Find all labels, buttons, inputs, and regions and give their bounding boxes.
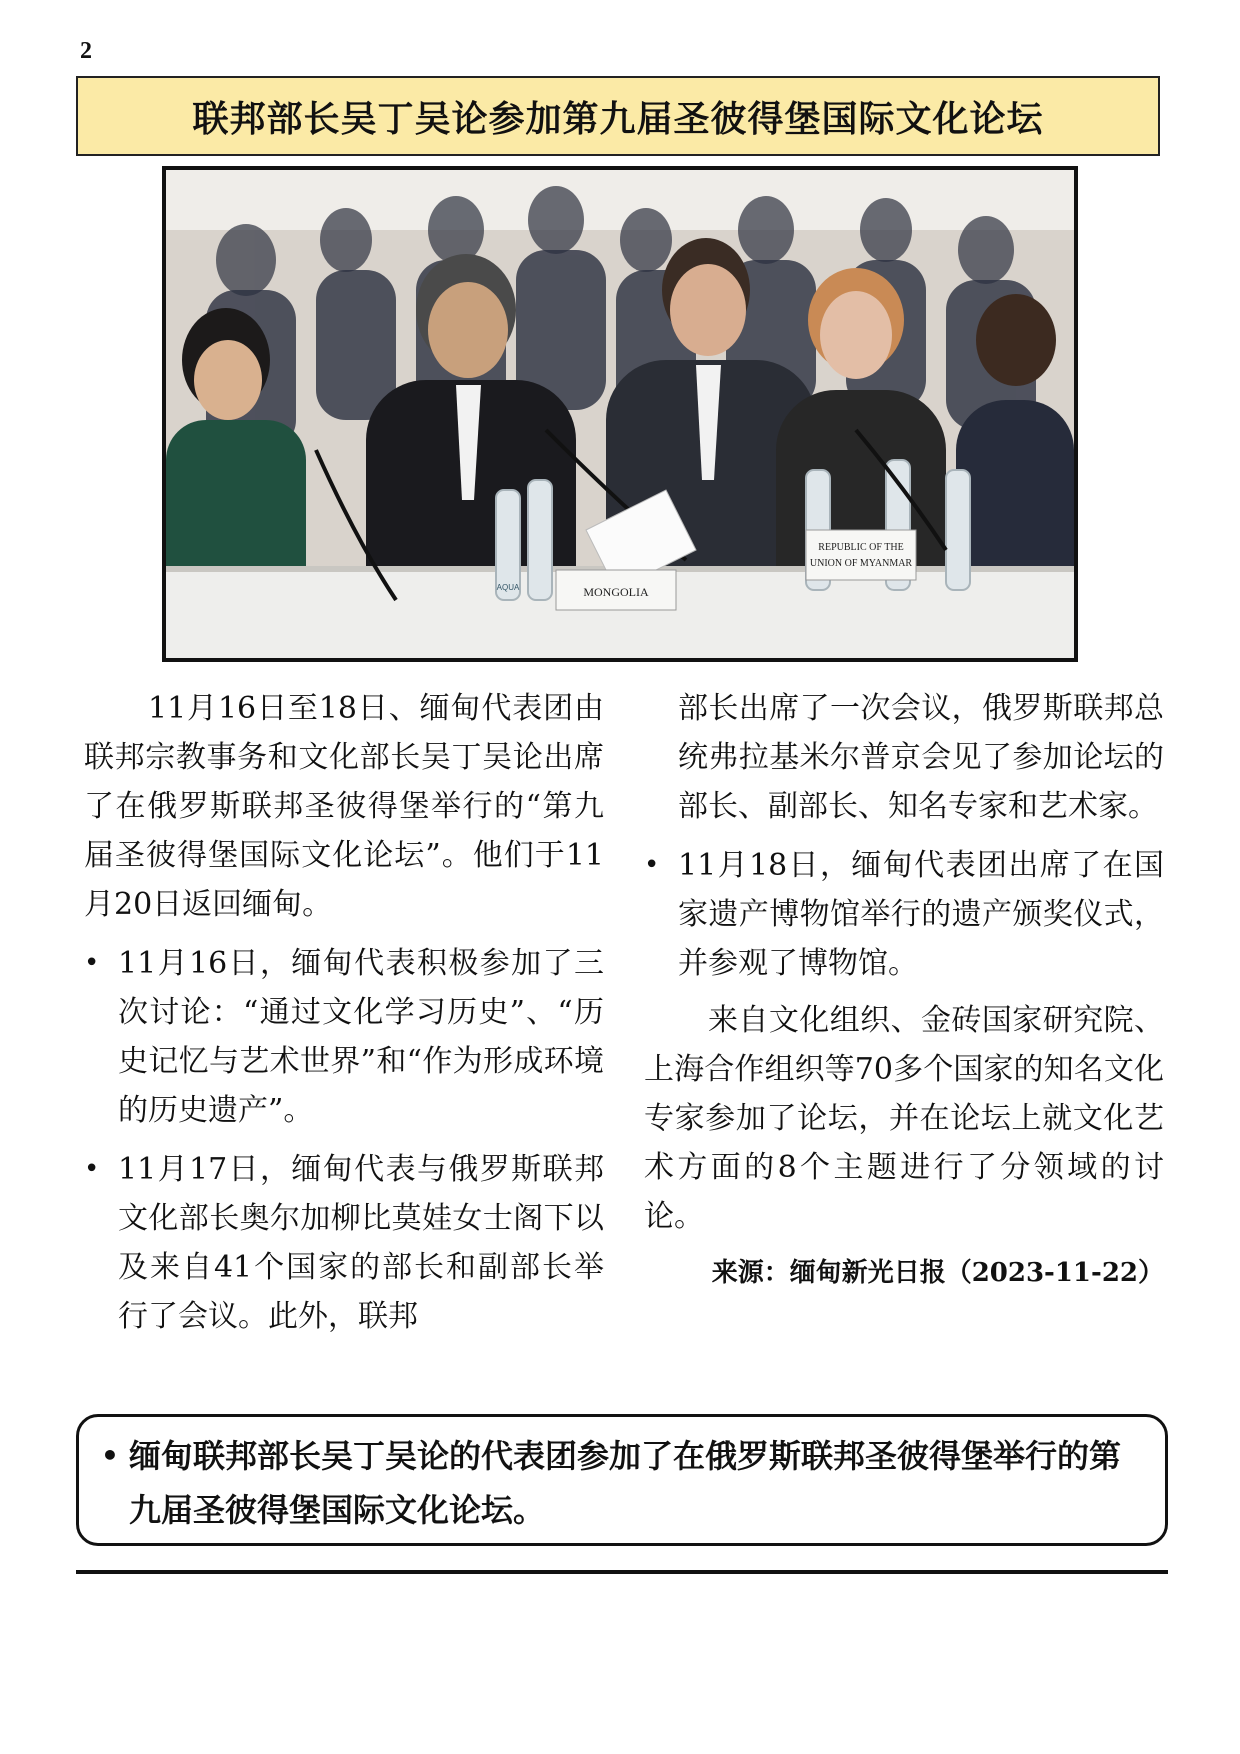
source-citation: 来源：缅甸新光日报（2023-11-22） [711,1258,1164,1288]
page-number: 2 [80,38,92,64]
article-column-left [84,684,604,1349]
conference-photo [162,166,1078,662]
summary-text: 缅甸联邦部长吴丁吴论的代表团参加了在俄罗斯联邦圣彼得堡举行的第九届圣彼得堡国际文化论坛。 [129,1437,1122,1529]
headline: 联邦部长吴丁吴论参加第九届圣彼得堡国际文化论坛 [192,98,1044,140]
placard-mongolia: MONGOLIA [583,585,649,599]
summary-box [76,1414,1168,1546]
article-intro: 11月16日至18日、缅甸代表团由联邦宗教事务和文化部长吴丁吴论出席了在俄罗斯联邦圣彼得堡举行的“第九届圣彼得堡国际文化论坛”。他们于11月20日返回缅甸。 [84,691,604,922]
event-item-nov17-continued: 部长出席了一次会议，俄罗斯联邦总统弗拉基米尔普京会见了参加论坛的部长、副部长、知名专家和艺术家。 [678,691,1164,824]
event-item-nov16: • 11月16日，缅甸代表积极参加了三次讨论：“通过文化学习历史”、“历史记忆与艺术世界”和“作为形成环境的历史遗产”。 [84,939,604,1135]
bottom-divider [76,1570,1168,1574]
event-list-continued [644,841,1164,988]
bottle-label: AQUA [496,583,520,592]
placard-myanmar-line2: UNION OF MYANMAR [809,558,913,569]
event-item-nov17: • 11月17日，缅甸代表与俄罗斯联邦文化部长奥尔加柳比莫娃女士阁下以及来自41个国家的部长和副部长举行了会议。此外，联邦 [84,1145,604,1341]
article-column-right [644,684,1164,1298]
article-closing: 来自文化组织、金砖国家研究院、上海合作组织等70多个国家的知名文化专家参加了论坛，并在论坛上就文化艺术方面的8个主题进行了分领域的讨论。 [644,1003,1164,1234]
event-item-nov18: • 11月18日，缅甸代表团出席了在国家遗产博物馆举行的遗产颁奖仪式，并参观了博物馆。 [644,841,1164,988]
headline-box [76,76,1160,156]
event-list [84,939,604,1341]
placard-myanmar-line1: REPUBLIC OF THE [818,542,904,553]
conference-illustration [166,170,1074,658]
